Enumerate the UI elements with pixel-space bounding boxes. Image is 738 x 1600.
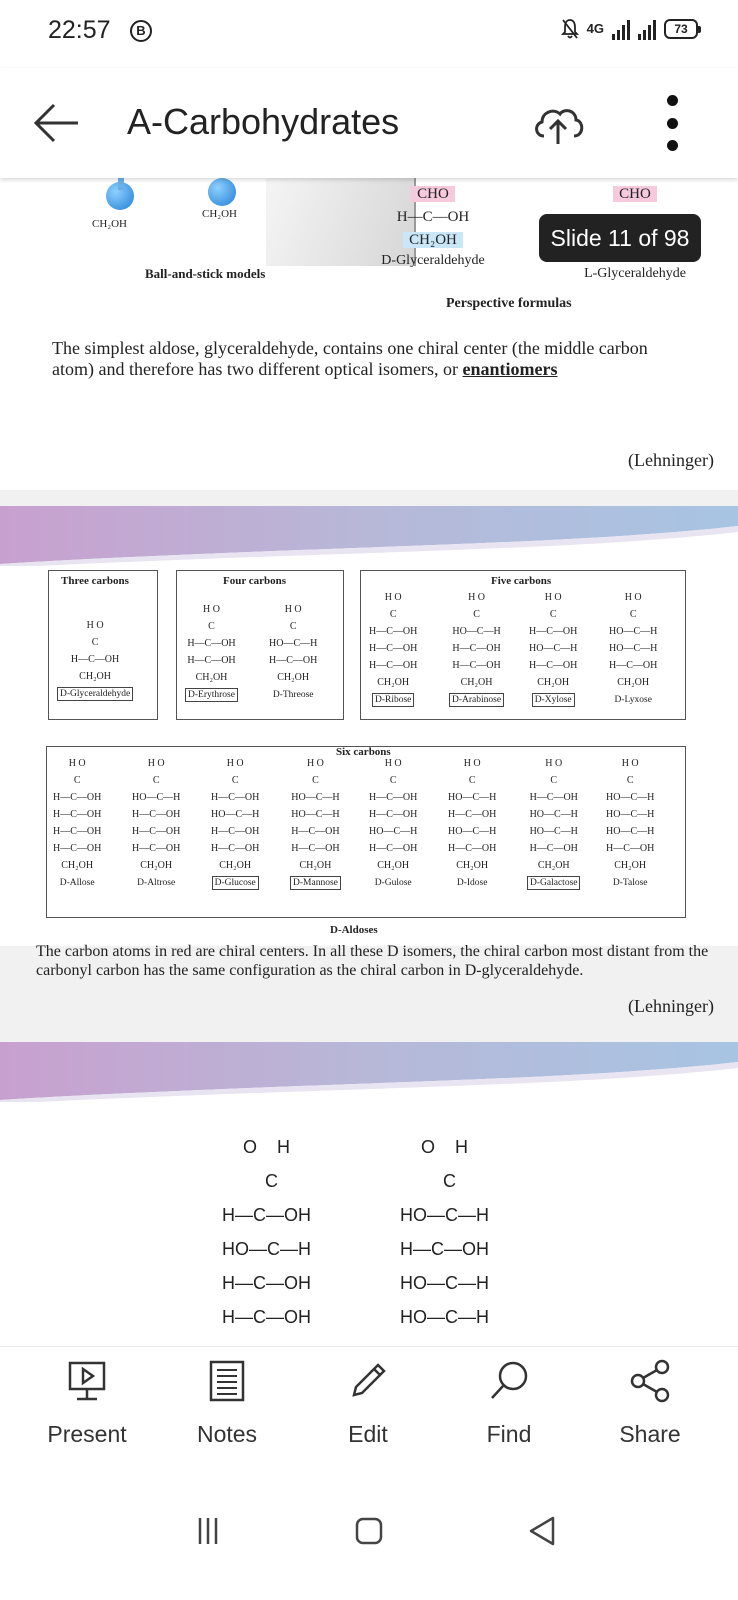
sugar-name: D-Arabinose [449, 693, 504, 707]
status-indicators [561, 18, 698, 40]
present-icon [65, 1359, 109, 1403]
slide-viewer[interactable] [0, 178, 738, 1346]
sugar-structure-d-threose: H O C HO—C—H H—C—OH CH₂OH D-Threose [269, 604, 318, 700]
sugar-name: D-Idose [456, 878, 488, 888]
sugar-structure-d-lyxose: H O C HO—C—H HO—C—H H—C—OH CH₂OH D-Lyxose [609, 592, 658, 705]
sugar-structure-d-glyceraldehyde: H O C H—C—OH CH₂OH D-Glyceraldehyde [57, 617, 133, 702]
sugar-structure-d-mannose: H O C HO—C—H HO—C—H H—C—OH H—C—OH CH₂OH D-Mannose [291, 758, 340, 888]
sugar-name: D-Erythrose [185, 688, 238, 702]
notes-button[interactable]: Notes [167, 1359, 287, 1448]
app-bar [0, 68, 738, 178]
document-title: A-Carbohydrates [127, 101, 400, 142]
glyceraldehyde-paragraph: The simplest aldose, glyceraldehyde, contains one chiral center (the middle carbon atom) and therefore has two different optical isomers, or enantiomers [52, 338, 648, 379]
b-badge-icon: B [130, 20, 152, 42]
present-button[interactable]: Present [27, 1359, 147, 1448]
sugar-name: D-Altrose [137, 878, 176, 888]
sugar-name: D-Threose [272, 690, 314, 700]
status-bar [0, 0, 738, 68]
share-icon [628, 1359, 672, 1403]
ball-models-label: Ball-and-stick models [145, 266, 266, 281]
back-nav-icon[interactable] [513, 1506, 573, 1556]
notes-icon [205, 1359, 249, 1403]
sugar-name: D-Glyceraldehyde [57, 687, 133, 701]
sugar-name: D-Lyxose [614, 695, 652, 705]
system-nav-bar [0, 1466, 738, 1600]
fischer-left: O H C H—C—OH HO—C—H H—C—OH H—C—OH [222, 1137, 311, 1327]
three-carbons-box: Three carbons H O C H—C—OH CH₂OH D-Glyceraldehyde [48, 570, 158, 720]
decorative-wave [0, 506, 738, 566]
slide-fischer-projections [0, 1042, 738, 1346]
pencil-icon [346, 1359, 390, 1403]
bottom-toolbar [0, 1346, 738, 1466]
sugar-structure-d-arabinose: H O C HO—C—H H—C—OH H—C—OH CH₂OH D-Arabinose [449, 589, 504, 708]
edit-button[interactable]: Edit [308, 1359, 428, 1448]
cloud-upload-icon[interactable] [530, 98, 586, 148]
recents-icon[interactable] [178, 1506, 238, 1556]
status-time: 22:57 [48, 16, 111, 44]
chiral-centers-paragraph: The carbon atoms in red are chiral centers. In all these D isomers, the chiral carbon most distant from the carbonyl carbon has the same configuration as the chiral carbon in D-glyceraldehyde. [36, 943, 709, 979]
sugar-structure-d-erythrose: H O C H—C—OH H—C—OH CH₂OH D-Erythrose [185, 601, 238, 703]
source-lehninger-2: (Lehninger) [628, 996, 714, 1016]
sugar-name: D-Mannose [290, 876, 341, 890]
perspective-formulas-label: Perspective formulas [446, 296, 572, 311]
four-carbons-box: Four carbons H O C H—C—OH H—C—OH CH₂OH D-Erythrose H O C HO—C—H H—C—OH CH₂OH D-Threose [176, 570, 344, 720]
sugar-name: D-Glucose [212, 876, 259, 890]
sugar-structure-d-talose: H O C HO—C—H HO—C—H HO—C—H H—C—OH CH₂OH D-Talose [606, 758, 655, 888]
sugar-structure-d-galactose: H O C H—C—OH HO—C—H HO—C—H H—C—OH CH₂OH D-Galactose [527, 755, 580, 891]
slide-d-aldoses [0, 506, 738, 946]
signal-bars-icon [612, 18, 630, 40]
six-carbons-box [46, 746, 686, 918]
more-options-icon[interactable] [662, 95, 682, 151]
sugar-structure-d-altrose: H O C HO—C—H H—C—OH H—C—OH H—C—OH CH₂OH D-Altrose [132, 758, 181, 888]
search-icon [487, 1359, 531, 1403]
d-glyceraldehyde-formula: CHO H—C—OH CH₂OH D-Glyceraldehyde [381, 186, 485, 268]
six-carbons-title: Six carbons [336, 746, 391, 758]
find-button[interactable]: Find [449, 1359, 569, 1448]
sugar-structure-d-xylose: H O C H—C—OH HO—C—H H—C—OH CH₂OH D-Xylose [529, 592, 578, 705]
d-aldoses-label: D-Aldoses [330, 924, 378, 936]
sugar-structure-d-ribose: H O C H—C—OH H—C—OH H—C—OH CH₂OH D-Ribose [369, 592, 418, 705]
sugar-structure-d-idose: H O C HO—C—H H—C—OH HO—C—H H—C—OH CH₂OH D-Idose [448, 758, 497, 888]
battery-icon: 73 [664, 19, 698, 39]
ball-right-icon [208, 178, 236, 206]
ch2oh-left: CH₂OH [92, 218, 128, 230]
share-button[interactable]: Share [590, 1359, 710, 1448]
sugar-name: D-Xylose [532, 693, 575, 707]
five-carbons-box: Five carbons H O C H—C—OH H—C—OH H—C—OH CH₂OH D-Ribose H O C HO—C—H H—C—OH H—C—OH CH₂OH D-Arabinose H O C H—C—OH HO—C—H H—C—OH CH₂OH D-Xylose H O C HO—C—H HO—C—H H—C—OH CH₂OH D-Lyxose [360, 570, 686, 720]
l-glyceraldehyde-formula: CHO L-Glyceraldehyde [584, 186, 686, 281]
sugar-name: D-Allose [59, 878, 95, 888]
sugar-structure-d-glucose: H O C H—C—OH HO—C—H H—C—OH H—C—OH CH₂OH D-Glucose [211, 758, 260, 888]
signal-bars-icon-2 [638, 18, 656, 40]
fischer-right: O H C HO—C—H H—C—OH HO—C—H HO—C—H [400, 1137, 489, 1327]
decorative-wave-2 [0, 1042, 738, 1102]
ch2oh-mid: CH₂OH [202, 208, 238, 220]
enantiomers-term: enantiomers [462, 359, 558, 379]
sugar-name: D-Talose [612, 878, 648, 888]
sugar-name: D-Galactose [527, 876, 580, 890]
sugar-structure-d-gulose: H O C H—C—OH H—C—OH HO—C—H H—C—OH CH₂OH D-Gulose [369, 758, 418, 888]
back-arrow-icon[interactable] [30, 98, 84, 148]
sugar-structure-d-allose: H O C H—C—OH H—C—OH H—C—OH H—C—OH CH₂OH D-Allose [53, 758, 102, 888]
network-type: 4G [586, 21, 604, 36]
slide-counter-badge: Slide 11 of 98 [539, 214, 701, 262]
mute-bell-icon [561, 18, 579, 40]
home-icon[interactable] [339, 1506, 399, 1556]
sugar-name: D-Gulose [374, 878, 412, 888]
sugar-name: D-Ribose [372, 693, 414, 707]
source-lehninger: (Lehninger) [628, 450, 714, 470]
